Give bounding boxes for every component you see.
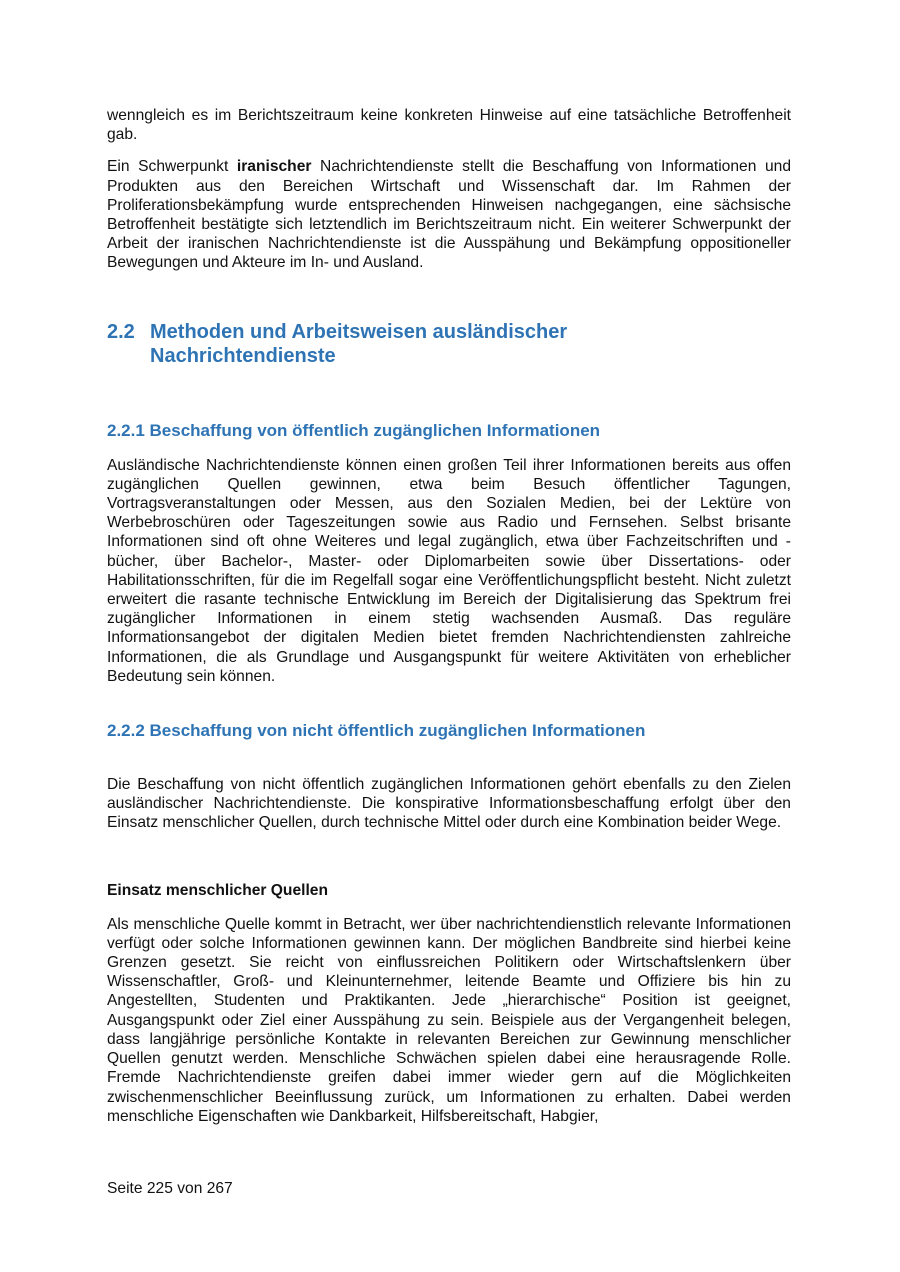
section-number: 2.2	[107, 320, 135, 343]
bold-term-iranischer: iranischer	[236, 158, 312, 176]
subsection-heading-2-2-2: 2.2.2 Beschaffung von nicht öffentlich zugänglichen Informationen	[107, 721, 646, 741]
paragraph-iran	[107, 157, 791, 272]
subsection-heading-2-2-1: 2.2.1 Beschaffung von öffentlich zugänglichen Informationen	[107, 420, 601, 440]
page-footer: Seite 225 von 267	[107, 1180, 233, 1197]
section-title: Methoden und Arbeitsweisen ausländischer Nachrichtendienste	[150, 320, 568, 368]
paragraph-menschliche-quellen: Als menschliche Quelle kommt in Betracht, wer über nachrichtendienstlich relevante Informationen verfügt oder solche Informationen gewinnen kann. Der möglichen Bandbreite sind hierbei keine Grenzen gesetzt. Sie reicht von einflussreichen Politikern oder Wirtschaftslenkern über Wissenschaftler, Groß- und Kleinunternehmer, leitende Beamte und Offiziere bis hin zu Angestellten, Studenten und Praktikanten. Jede „hierarchische“ Position ist geeignet, Ausgangspunkt oder Ziel einer Ausspähung zu sein. Beispiele aus der Vergangenheit belegen, dass langjährige persönliche Kontakte in relevanten Bereichen zur Gewinnung menschlicher Quellen genutzt werden. Menschliche Schwächen spielen dabei eine herausragende Rolle. Fremde Nachrichtendienste greifen dabei immer wieder gern auf die Möglichkeiten zwischenmenschlicher Beeinflussung zurück, um Informationen zu erhalten. Dabei werden menschliche Eigenschaften wie Dankbarkeit, Hilfsbereitschaft, Habgier,	[107, 915, 791, 1125]
paragraph-nicht-oeffentlich: Die Beschaffung von nicht öffentlich zugänglichen Informationen gehört ebenfalls zu den Zielen ausländischer Nachrichtendienste. Die konspirative Informationsbeschaffung erfolgt über den Einsatz menschlicher Quellen, durch technische Mittel oder durch eine Kombination beider Wege.	[107, 776, 791, 832]
paragraph-continuation: wenngleich es im Berichtszeitraum keine konkreten Hinweise auf eine tatsächliche Betroffenheit gab.	[107, 107, 791, 144]
document-page	[107, 106, 791, 1126]
paragraph-oeffentlich: Ausländische Nachrichtendienste können einen großen Teil ihrer Informationen bereits aus offen zugänglichen Quellen gewinnen, etwa beim Besuch öffentlicher Tagungen, Vortragsveranstaltungen oder Messen, aus den Sozialen Medien, bei der Lektüre von Werbebroschüren oder Tageszeitungen sowie aus Radio und Fernsehen. Selbst brisante Informationen sind oft ohne Weiteres und legal zugänglich, etwa über Fachzeitschriften und -bücher, über Bachelor-, Master- oder Diplomarbeiten sowie über Dissertations- oder Habilitationsschriften, für die im Regelfall sogar eine Veröffentlichungspflicht besteht. Nicht zuletzt erweitert die rasante technische Entwicklung im Bereich der Digitalisierung das Spektrum frei zugänglicher Informationen in einem stetig wachsenden Ausmaß. Das reguläre Informationsangebot der digitalen Medien bietet fremden Nachrichtendiensten zahlreiche Informationen, die als Grundlage und Ausgangspunkt für weitere Aktivitäten von erheblicher Bedeutung sein können.	[107, 456, 791, 685]
section-heading-2-2	[107, 320, 791, 369]
paragraph-iran-rest: Nachrichtendienste stellt die Beschaffung von Informationen und Produkten aus den Bereichen Wirtschaft und Wissenschaft dar. Im Rahmen der Proliferationsbekämpfung wurde entsprechenden Hinweisen nachgegangen, eine sächsische Betroffenheit bestätigte sich letztendlich im Berichtszeitraum nicht. Ein weiterer Schwerpunkt der Arbeit der iranischen Nachrichtendienste ist die Ausspähung und Bekämpfung oppositioneller Bewegungen und Akteure im In- und Ausland.	[107, 158, 791, 272]
subheading-menschliche-quellen: Einsatz menschlicher Quellen	[107, 881, 328, 899]
paragraph-iran-lead: Ein Schwerpunkt	[107, 158, 237, 176]
